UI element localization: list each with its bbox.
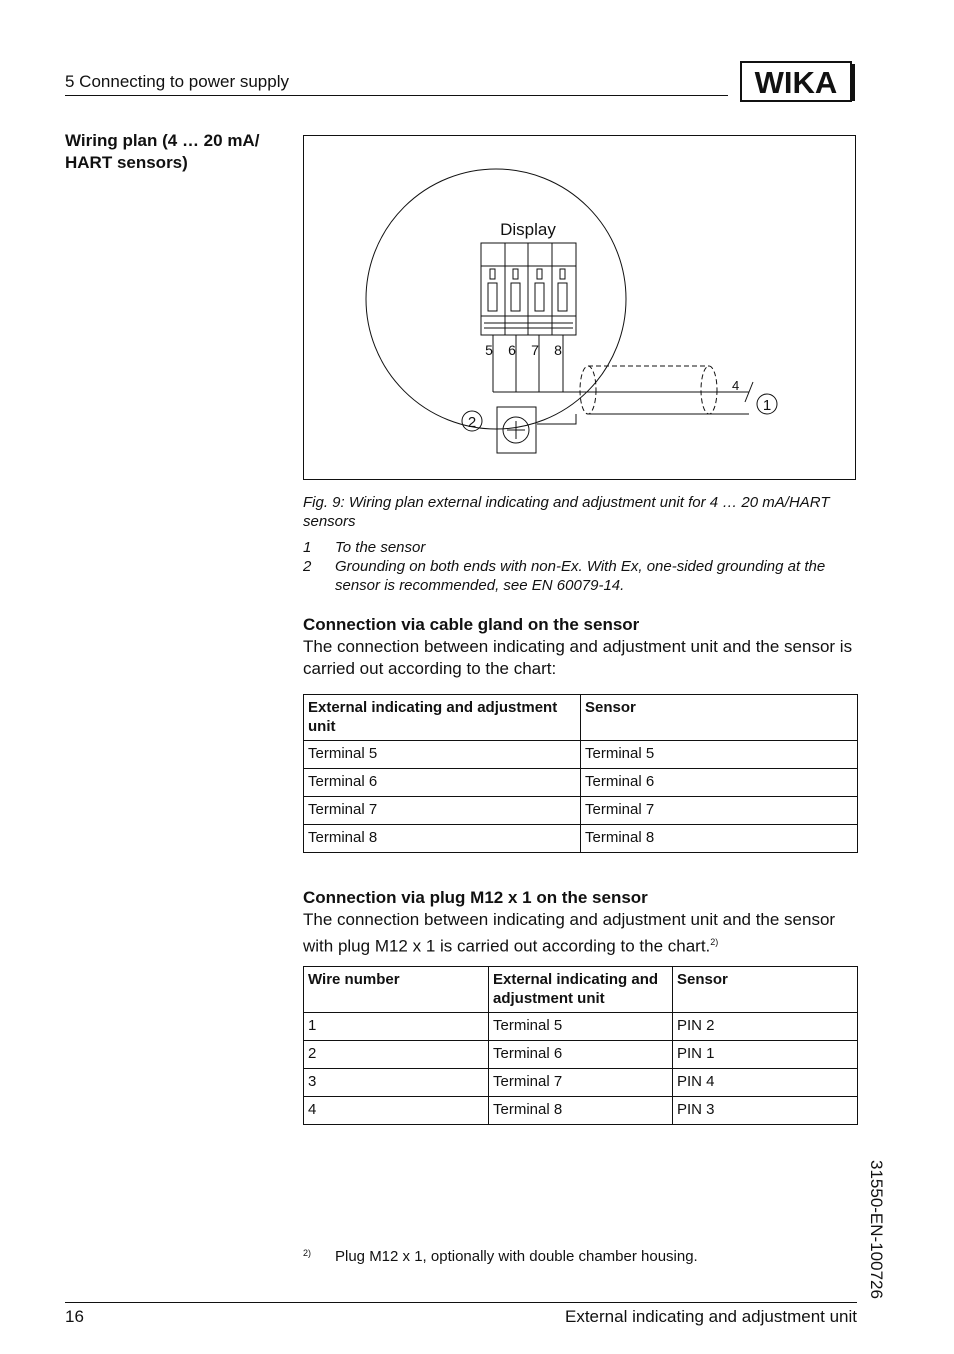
housing-circle [366, 169, 626, 429]
table-cell: PIN 3 [673, 1097, 858, 1125]
footnote [303, 1248, 698, 1265]
cable-shield [580, 366, 717, 414]
section-text-m12-plug-body: The connection between indicating and adjustment unit and the sensor with plug M12 x 1 is carried out according to the chart. [303, 910, 836, 956]
terminal-number: 5 [485, 342, 493, 358]
wiring-diagram [303, 135, 856, 480]
table-cell: PIN 1 [673, 1041, 858, 1069]
table-cell: Terminal 6 [489, 1041, 673, 1069]
ground-terminal [497, 407, 536, 453]
figure-caption: Fig. 9: Wiring plan external indicating and adjustment unit for 4 … 20 mA/HART sensors [303, 494, 830, 530]
terminal-block [481, 243, 576, 335]
legend-item [303, 538, 859, 557]
table-cell: 3 [304, 1069, 489, 1097]
table-cell: Terminal 5 [489, 1013, 673, 1041]
section-header: 5 Connecting to power supply [65, 72, 289, 91]
wika-logo [740, 61, 856, 102]
figure-legend [303, 538, 859, 595]
terminal-number: 6 [508, 342, 516, 358]
table-row [304, 741, 858, 769]
table-header-cell: Sensor [581, 695, 858, 741]
table-cell: PIN 2 [673, 1013, 858, 1041]
table-header-cell: Wire number [304, 967, 489, 1013]
table-cell: Terminal 8 [489, 1097, 673, 1125]
table-row [304, 769, 858, 797]
terminal-number: 8 [554, 342, 562, 358]
table-cell: 1 [304, 1013, 489, 1041]
table-cell: Terminal 7 [489, 1069, 673, 1097]
footer-title: External indicating and adjustment unit [564, 1307, 857, 1326]
display-label: Display [500, 220, 556, 239]
legend-text: To the sensor [335, 539, 426, 556]
ground-wire [537, 414, 576, 424]
table-cell: Terminal 6 [304, 769, 581, 797]
legend-number: 1 [303, 539, 312, 556]
table-row [304, 1097, 858, 1125]
header-rule [65, 95, 728, 96]
table-cell: Terminal 5 [304, 741, 581, 769]
table-cell: 2 [304, 1041, 489, 1069]
table-cell: Terminal 6 [581, 769, 858, 797]
callout-label-2: 2 [467, 414, 477, 431]
table-cell: Terminal 7 [581, 797, 858, 825]
table-header-cell: External indicating and adjustment unit [304, 695, 581, 741]
table-row [304, 797, 858, 825]
table-cell: Terminal 5 [581, 741, 858, 769]
legend-number: 2 [303, 558, 312, 575]
table-header-cell: External indicating and adjustment unit [489, 967, 673, 1013]
footer-rule [65, 1302, 857, 1303]
callout-label-1: 1 [762, 397, 772, 414]
footnote-reference: 2) [710, 937, 719, 947]
section-text-cable-gland: The connection between indicating and adjustment unit and the sensor is carried out according to the chart: [303, 637, 853, 678]
legend-text: Grounding on both ends with non-Ex. With Ex, one-sided grounding at the sensor is recommended, see EN 60079-14. [335, 558, 826, 594]
terminal-number: 7 [531, 342, 539, 358]
table-header-cell: Sensor [673, 967, 858, 1013]
logo-text: WIKA [754, 65, 838, 100]
table-row [304, 1041, 858, 1069]
wire-count-label: 4 [732, 378, 740, 393]
table-cell: Terminal 8 [304, 825, 581, 853]
footnote-text: Plug M12 x 1, optionally with double chamber housing. [335, 1248, 698, 1265]
table-header-row [304, 695, 858, 741]
wiring-diagram-svg [304, 136, 855, 479]
side-heading: Wiring plan (4 … 20 mA/ HART sensors) [65, 131, 260, 172]
table-row [304, 1069, 858, 1097]
m12-plug-table [303, 966, 858, 1125]
legend-item [303, 557, 859, 595]
document-number: 31550-EN-100726 [867, 1160, 886, 1299]
footnote-mark: 2) [303, 1248, 312, 1258]
page-number: 16 [65, 1307, 84, 1326]
section-text-m12-plug [303, 909, 859, 958]
table-cell: 4 [304, 1097, 489, 1125]
table-row [304, 1013, 858, 1041]
table-cell: PIN 4 [673, 1069, 858, 1097]
section-heading-cable-gland: Connection via cable gland on the sensor [303, 615, 640, 634]
cable-gland-table [303, 694, 858, 853]
section-heading-m12-plug: Connection via plug M12 x 1 on the sensor [303, 888, 648, 907]
table-cell: Terminal 7 [304, 797, 581, 825]
table-header-row [304, 967, 858, 1013]
table-cell: Terminal 8 [581, 825, 858, 853]
table-row [304, 825, 858, 853]
